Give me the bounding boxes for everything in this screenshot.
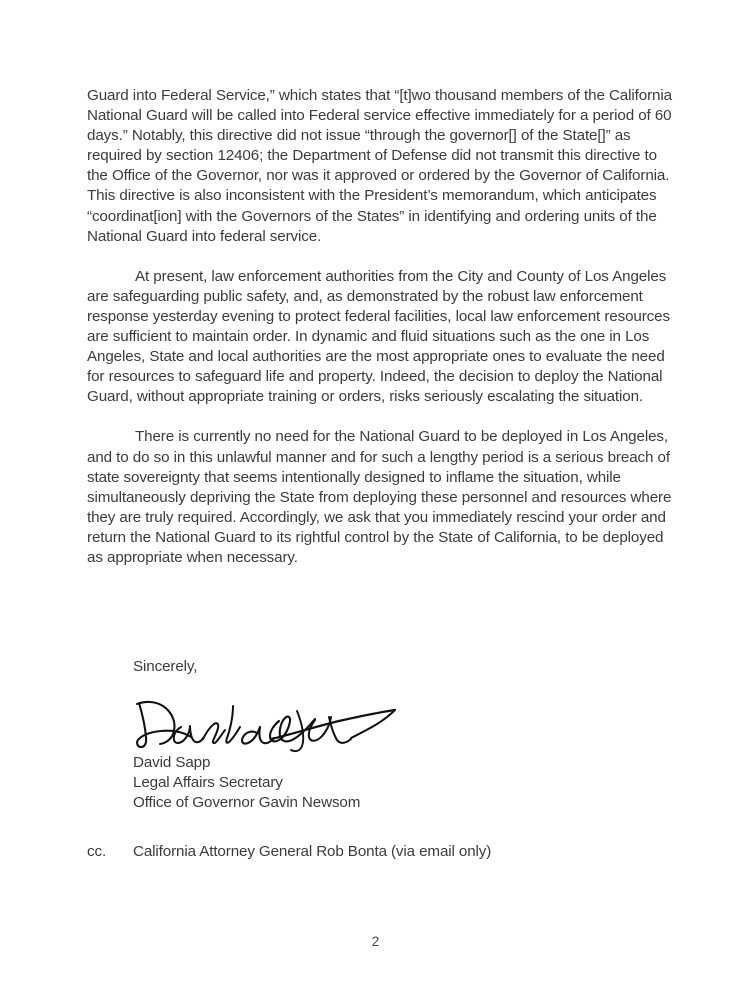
cc-recipient: California Attorney General Rob Bonta (via email only) — [133, 843, 492, 860]
letter-body — [87, 86, 681, 568]
signer-office: Office of Governor Gavin Newsom — [133, 794, 361, 812]
signer-title: Legal Affairs Secretary — [133, 774, 283, 792]
paragraph-2: At present, law enforcement authorities from the City and County of Los Angeles are safeguarding public safety, and, as demonstrated by the robust law enforcement response yesterday evening to protect federal facilities, local law enforcement resources are sufficient to maintain order. In dynamic and fluid situations such as the one in Los Angeles, State and local authorities are the most appropriate ones to evaluate the need for resources to safeguard life and property. Indeed, the decision to deploy the National Guard, without appropriate training or orders, risks seriously escalating the situation. — [87, 267, 670, 406]
salutation: Sincerely, — [133, 658, 198, 675]
handwritten-signature-icon — [133, 697, 453, 753]
page-number: 2 — [371, 934, 380, 949]
closing-block — [133, 657, 613, 813]
paragraph-1: Guard into Federal Service,” which states that “[t]wo thousand members of the California National Guard will be called into Federal service effective immediately for a period of 60 days.” Notably, this directive did not issue “through the governor[] of the State[]” as required by section 12406; the Department of Defense did not transmit this directive to the Office of the Governor, nor was it approved or ordered by the Governor of California. This directive is also inconsistent with the President’s memorandum, which anticipates “coordinat[ion] with the Governors of the States” in identifying and ordering units of the National Guard into federal service. — [87, 87, 672, 245]
cc-line — [87, 842, 491, 862]
paragraph-3: There is currently no need for the National Guard to be deployed in Los Angeles, and to do so in this unlawful manner and for such a lengthy period is a serious breach of state sovereignty that seems intentionally designed to inflame the situation, while simultaneously depriving the State from deploying these personnel and resources where they are truly required. Accordingly, we ask that you immediately rescind your order and return the National Guard to its rightful control by the State of California, to be deployed as appropriate when necessary. — [87, 428, 672, 566]
cc-label: cc. — [87, 843, 107, 860]
signer-name: David Sapp — [133, 754, 211, 772]
signer-details — [133, 753, 613, 813]
